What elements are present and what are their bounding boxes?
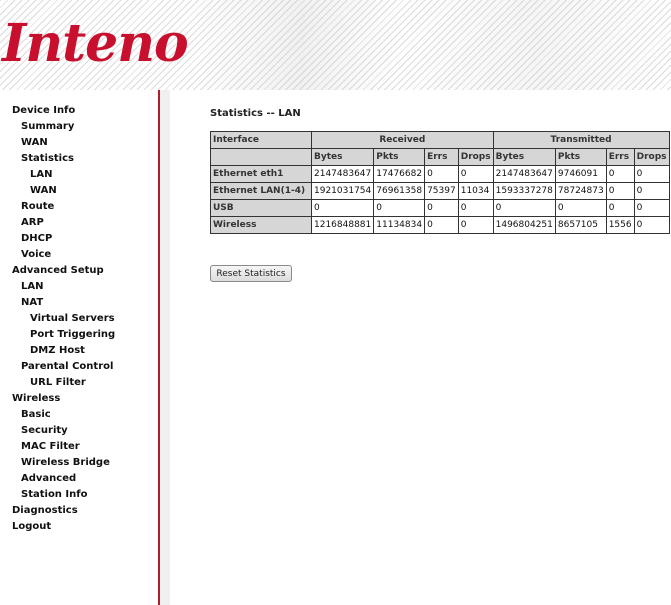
table-row [211, 166, 670, 183]
interface-name-cell: Ethernet eth1 [211, 166, 312, 183]
tx-drops-cell: 0 [634, 200, 669, 217]
sidebar-item-security[interactable]: Security [21, 425, 68, 436]
tx-errs-cell: 0 [606, 183, 634, 200]
table-row [211, 183, 670, 200]
rx-bytes-cell: 1921031754 [312, 183, 374, 200]
tx-pkts-cell: 9746091 [555, 166, 606, 183]
table-row [211, 217, 670, 234]
tx-drops-cell: 0 [634, 166, 669, 183]
sidebar-item-route[interactable]: Route [21, 201, 55, 212]
rx-drops-cell: 0 [458, 166, 493, 183]
sidebar-item-port-triggering[interactable]: Port Triggering [30, 329, 116, 340]
rx-drops-cell: 0 [458, 217, 493, 234]
content-gutter [160, 90, 170, 605]
tx-drops-cell: 0 [634, 217, 669, 234]
sidebar-menu [12, 103, 115, 535]
transmitted-header: Transmitted [493, 132, 669, 149]
sidebar-item-voice[interactable]: Voice [21, 249, 52, 260]
sidebar-item-station-info[interactable]: Station Info [21, 489, 88, 500]
table-header-row [211, 132, 670, 149]
main-content [210, 108, 301, 119]
sidebar-item-dmz-host[interactable]: DMZ Host [30, 345, 85, 356]
rx-drops-cell: 0 [458, 200, 493, 217]
rx-pkts-cell: 17476682 [374, 166, 425, 183]
rx-drops-cell: 11034 [458, 183, 493, 200]
rx-bytes-header: Bytes [312, 149, 374, 166]
sidebar-item-lan[interactable]: LAN [21, 281, 44, 292]
tx-drops-header: Drops [634, 149, 669, 166]
rx-errs-cell: 0 [425, 166, 459, 183]
reset-statistics-button[interactable]: Reset Statistics [210, 265, 292, 282]
sidebar-item-wan[interactable]: WAN [21, 137, 48, 148]
inteno-logo: Inteno [2, 13, 188, 74]
tx-bytes-cell: 2147483647 [493, 166, 555, 183]
rx-errs-header: Errs [425, 149, 459, 166]
table-body [211, 166, 670, 234]
interface-name-cell: Wireless [211, 217, 312, 234]
rx-pkts-cell: 0 [374, 200, 425, 217]
sidebar-item-summary[interactable]: Summary [21, 121, 75, 132]
rx-drops-header: Drops [458, 149, 493, 166]
sidebar-item-mac-filter[interactable]: MAC Filter [21, 441, 80, 452]
sidebar-item-wireless[interactable]: Wireless [12, 393, 61, 404]
table-subheader-row [211, 149, 670, 166]
interface-header: Interface [211, 132, 312, 149]
rx-errs-cell: 0 [425, 217, 459, 234]
sidebar-item-url-filter[interactable]: URL Filter [30, 377, 86, 388]
rx-pkts-cell: 11134834 [374, 217, 425, 234]
rx-bytes-cell: 2147483647 [312, 166, 374, 183]
received-header: Received [312, 132, 494, 149]
rx-bytes-cell: 0 [312, 200, 374, 217]
sidebar-item-advanced[interactable]: Advanced [21, 473, 77, 484]
sidebar-item-advanced-setup[interactable]: Advanced Setup [12, 265, 104, 276]
sidebar-item-basic[interactable]: Basic [21, 409, 51, 420]
tx-bytes-cell: 1593337278 [493, 183, 555, 200]
sidebar-item-diagnostics[interactable]: Diagnostics [12, 505, 78, 516]
tx-pkts-cell: 8657105 [555, 217, 606, 234]
header-banner [0, 0, 671, 90]
table-row [211, 200, 670, 217]
tx-drops-cell: 0 [634, 183, 669, 200]
tx-errs-cell: 0 [606, 166, 634, 183]
interface-name-cell: USB [211, 200, 312, 217]
empty-header-cell [211, 149, 312, 166]
rx-pkts-cell: 76961358 [374, 183, 425, 200]
page-title: Statistics -- LAN [210, 108, 301, 119]
sidebar-item-virtual-servers[interactable]: Virtual Servers [30, 313, 115, 324]
tx-pkts-cell: 78724873 [555, 183, 606, 200]
sidebar-item-dhcp[interactable]: DHCP [21, 233, 53, 244]
rx-bytes-cell: 1216848881 [312, 217, 374, 234]
rx-pkts-header: Pkts [374, 149, 425, 166]
rx-errs-cell: 0 [425, 200, 459, 217]
tx-errs-header: Errs [606, 149, 634, 166]
tx-pkts-cell: 0 [555, 200, 606, 217]
lan-statistics-table [210, 131, 670, 234]
sidebar-item-wireless-bridge[interactable]: Wireless Bridge [21, 457, 110, 468]
rx-errs-cell: 75397 [425, 183, 459, 200]
sidebar-item-parental-control[interactable]: Parental Control [21, 361, 114, 372]
sidebar-item-lan[interactable]: LAN [30, 169, 53, 180]
sidebar-nav [0, 90, 158, 605]
sidebar-item-nat[interactable]: NAT [21, 297, 44, 308]
tx-errs-cell: 0 [606, 200, 634, 217]
tx-bytes-header: Bytes [493, 149, 555, 166]
tx-bytes-cell: 0 [493, 200, 555, 217]
interface-name-cell: Ethernet LAN(1-4) [211, 183, 312, 200]
tx-pkts-header: Pkts [555, 149, 606, 166]
sidebar-item-logout[interactable]: Logout [12, 521, 52, 532]
tx-errs-cell: 1556 [606, 217, 634, 234]
sidebar-item-arp[interactable]: ARP [21, 217, 44, 228]
sidebar-item-device-info[interactable]: Device Info [12, 105, 76, 116]
sidebar-item-wan[interactable]: WAN [30, 185, 57, 196]
sidebar-item-statistics[interactable]: Statistics [21, 153, 74, 164]
tx-bytes-cell: 1496804251 [493, 217, 555, 234]
